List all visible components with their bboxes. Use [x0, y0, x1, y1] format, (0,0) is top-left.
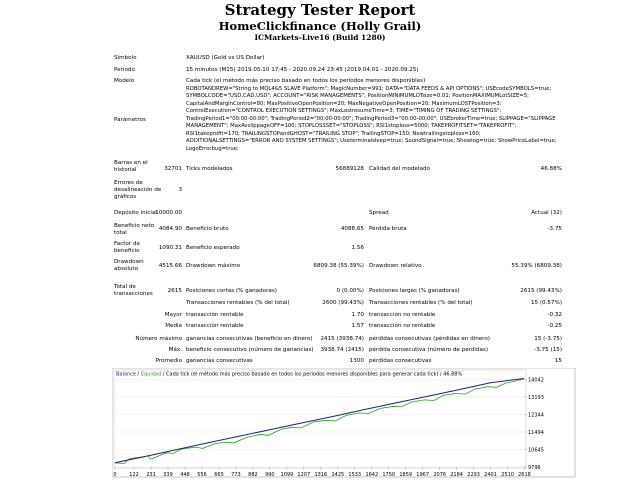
largest-loss-value: -0.32 [547, 312, 562, 318]
symbol-label: Símbolo [114, 55, 137, 61]
period-value: 15 minutos (M15) 2019.05.10 17:45 - 2020.09.24 23:45 (2019.04.01 - 2020.09.25) [186, 67, 419, 73]
params-label: Parámetros [114, 117, 146, 123]
x-tick-label: 1316 [314, 472, 328, 478]
x-tick-label: 1099 [280, 472, 294, 478]
report-server: ICMarkets-Live16 (Build 1280) [254, 33, 386, 42]
average-loss-label: transacción no rentable [369, 323, 436, 329]
max-dd-label: Drawdown máximo [186, 263, 241, 269]
x-tick-label: 2510 [501, 472, 514, 478]
maximal-loss-value: -3.75 (15) [534, 347, 562, 353]
params-line: CapitalAndMarginControl=80; MaxPositiveOpenPosition=20; MaxNegativeOpenPosition=20; MaximumLOSTPosition=3; [186, 100, 502, 107]
abs-dd-label: Drawdown absoluto [114, 259, 144, 272]
params-line: MANAGEMENT"; MaxAvslippageOFF=100; STOPLOSSSET="STOPLOSS"; RSI1stoploss=5000; TAKEPROFITSET="TAKEPROFIT"; [186, 123, 517, 130]
chart-legend [116, 371, 462, 378]
rel-dd-value: 55.39% (6809.38) [511, 263, 562, 269]
avg-consec-wins-value: 1300 [349, 358, 364, 364]
long-label: Posiciones largas (% ganadoras) [369, 288, 460, 294]
abs-dd-value: 4515.66 [158, 263, 182, 269]
x-tick-label: 1859 [399, 472, 413, 478]
average-loss-value: -0.25 [547, 323, 562, 329]
largest-profit-value: 1.70 [351, 312, 364, 318]
profit-factor-label: Factor de beneficio [114, 241, 140, 254]
largest-profit-label: transacción rentable [186, 312, 244, 318]
max-consec-losses-label: pérdidas consecutivas (pérdidas en dinero) [369, 336, 490, 342]
average-profit-value: 1.57 [351, 323, 364, 329]
bars-value: 32701 [164, 166, 182, 172]
expected-payoff-label: Beneficio esperado [186, 245, 240, 251]
legend-equity: Equidad [140, 371, 162, 378]
params-line: ROBOTANDREW="String to MQL4&5 SLAVE Platform"; MagicNumber=991; DATA="DATA FEEDS & API OPTIONS"; USEcodeSYMBOLS=true; [186, 86, 552, 92]
avg-consec-losses-value: 15 [554, 358, 562, 364]
x-tick-label: 2184 [450, 472, 463, 478]
maximal-profit-label: beneficio consecutivo (número de ganancias) [186, 347, 314, 353]
gross-profit-value: 4088.65 [340, 226, 364, 232]
spread-label: Spread [369, 210, 389, 216]
average-label: Media [165, 323, 182, 329]
x-tick-label: 2618 [518, 472, 531, 478]
x-tick-label: 1750 [382, 472, 396, 478]
y-tick-label: 11494 [528, 429, 544, 436]
loss-trades-value: 15 (0.57%) [530, 300, 562, 306]
total-trades-value: 2615 [167, 288, 182, 294]
largest-loss-label: transacción no rentable [369, 312, 436, 318]
x-tick-label: 1425 [331, 472, 345, 478]
x-tick-label: 448 [180, 472, 190, 478]
params-line: ControlExecution="CONTROL EXECUTION SETTINGS"; MaxLostresumeTime=3; TIME="TIMING OF TRADING SETTINGS"; [186, 108, 502, 115]
x-tick-label: 1642 [365, 472, 379, 478]
net-profit-value: 4084.90 [158, 226, 182, 232]
long-value: 2615 (99.43%) [520, 288, 562, 294]
gross-profit-label: Beneficio bruto [186, 226, 229, 232]
x-tick-label: 1967 [416, 472, 430, 478]
y-tick-label: 10645 [528, 447, 544, 454]
max-consec-wins-label: ganancias consecutivas (beneficio en dinero) [186, 336, 313, 342]
profit-trades-value: 2600 (99.43%) [322, 300, 364, 306]
deposit-value: 10000.00 [155, 210, 182, 216]
max-dd-value: 6809.38 (55.39%) [313, 263, 364, 269]
x-tick-label: 556 [197, 472, 207, 478]
x-tick-label: 339 [163, 472, 173, 478]
y-tick-label: 9796 [528, 465, 541, 471]
params-line: TradingPeriod1="00:00-00:00"; TradingPeriod2="00:00-00:00"; TradingPeriod3="00:00-00:00"; USEbrokerTime=true; SLIPPAGE="SLIPPAGE [186, 115, 556, 122]
avg-consec-wins-label: ganancias consecutivas [186, 358, 253, 364]
params-line: SYMBOLCODE="USD,CAD,USD"; ACCOUNT="RISK MANAGEMENTS"; PositionMINIMUMLOTsize=0.01; PositionMAXIMUMLotSIZE=5; [186, 93, 529, 100]
avg-consec-losses-label: pérdidas consecutivas [369, 358, 432, 364]
max-consec-losses-value: 15 (-3.75) [534, 336, 562, 342]
x-tick-label: 2293 [467, 472, 481, 478]
x-tick-label: 231 [146, 472, 156, 478]
deposit-label: Depósito inicial [114, 210, 157, 216]
errors-value: 3 [178, 187, 182, 193]
max-label: Número máximo [135, 336, 182, 342]
quality-value: 46.88% [540, 166, 562, 172]
legend-rest: / Cada tick (el método más preciso basado en todos los periodos menores disponibles para generar cada tick) / 46.88% [162, 371, 463, 378]
x-tick-label: 1533 [348, 472, 362, 478]
x-tick-label: 0 [113, 472, 117, 478]
total-trades-label: Total de transacciones [114, 284, 153, 297]
bars-label: Barras en el historial [114, 160, 148, 173]
symbol-value: XAUUSD (Gold vs US Dollar) [186, 55, 265, 61]
x-tick-label: 122 [129, 472, 139, 478]
spread-value: Actual (32) [531, 210, 562, 216]
expected-payoff-value: 1.56 [351, 245, 364, 251]
balance-chart [112, 368, 576, 478]
y-tick-label: 14042 [528, 377, 544, 384]
period-label: Período [114, 67, 135, 73]
profit-factor-value: 1090.31 [158, 245, 182, 251]
loss-trades-label: Transacciones rentables (% del total) [369, 300, 473, 306]
x-tick-label: 773 [231, 472, 241, 478]
maximal-loss-label: pérdida consecutiva (número de pérdidas) [369, 347, 489, 353]
ticks-label: Ticks modelados [186, 166, 233, 172]
report-subtitle: HomeClickfinance (Holly Grail) [218, 19, 422, 33]
x-tick-label: 1207 [297, 472, 311, 478]
report-title: Strategy Tester Report [224, 1, 416, 19]
short-value: 0 (0.00%) [336, 288, 364, 294]
maximal-label: Máx. [168, 347, 182, 353]
profit-trades-label: Transacciones rentables (% del total) [186, 300, 290, 306]
rel-dd-label: Drawdown relativo [369, 263, 422, 269]
params-line: RSI1takeprofit=170; TRAILINGSTOPandGHOST="TRAILING STOP"; TrailingSTOP=150; Newtrailingstoploss=160; [186, 130, 481, 137]
params-line: ADDITIONALSETTINGS="ERROR AND SYSTEM SETTINGS"; Useterminalsleep=true; SoundSignal=true; Showlog=true; ShowPriceLabel=true; [186, 138, 557, 145]
model-label: Modelo [114, 78, 135, 84]
x-tick-label: 990 [265, 472, 275, 478]
params-text [186, 86, 562, 153]
average-profit-label: transacción rentable [186, 323, 244, 329]
x-tick-label: 2076 [433, 472, 447, 478]
gross-loss-label: Pérdida bruta [369, 226, 407, 232]
y-tick-label: 12344 [528, 412, 544, 419]
max-consec-wins-value: 2415 (3938.74) [320, 336, 364, 342]
legend-sep: / [137, 371, 141, 378]
ticks-value: 56889128 [335, 166, 364, 172]
x-tick-label: 665 [214, 472, 224, 478]
largest-label: Mayor [164, 312, 182, 318]
errors-label: Errores de desalineación de gráficos [114, 180, 162, 200]
x-tick-label: 2401 [484, 472, 497, 478]
x-tick-label: 882 [248, 472, 258, 478]
avg-consec-label: Promedio [155, 358, 182, 364]
maximal-profit-value: 3938.74 (2415) [320, 347, 364, 353]
gross-loss-value: -3.75 [547, 226, 562, 232]
model-value: Cada tick (el método más preciso basado en todos los períodos menores disponibles) [186, 78, 426, 84]
short-label: Posiciones cortas (% ganadoras) [186, 288, 277, 294]
params-line: LogoErrorbug=true; [186, 145, 239, 152]
quality-label: Calidad del modelado [369, 166, 430, 172]
y-tick-label: 13193 [528, 394, 544, 401]
net-profit-label: Beneficio neto total [114, 223, 155, 236]
legend-balance: Balance [116, 371, 136, 378]
